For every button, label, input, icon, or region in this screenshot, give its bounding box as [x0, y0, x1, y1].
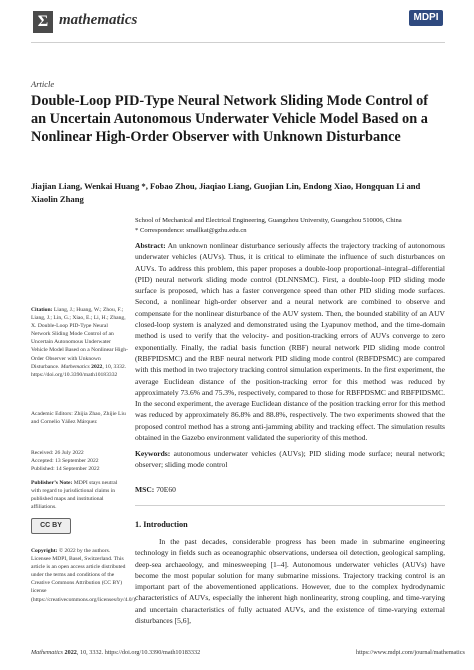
- citation-year: 2022: [91, 363, 103, 370]
- mdpi-logo[interactable]: MDPI: [409, 10, 443, 26]
- citation-text: Liang, J.; Huang, W.; Zhou, F.; Liang, J.; Lin, G.; Xiao, E.; Li, H.; Zhang, X. Double-Loop PID-Type Neural Network Sliding Mode Control of an Uncertain Autonomous Underwater Vehicle Model Based on a Nonlinear High-Order Observer with Unknown Disturbance.: [31, 307, 128, 370]
- article-type: Article: [31, 79, 55, 89]
- keywords-text: autonomous underwater vehicles (AUVs); PID sliding mode surface; neural network; observer; sliding mode control: [135, 449, 446, 470]
- abstract-text: An unknown nonlinear disturbance seriously affects the trajectory tracking of autonomous underwater vehicles (AUVs). Thus, it is critical to eliminate the influence of such disturbances on AUVs. To address this problem, this paper proposes a double-loop proportional–integral–differential (PID) neural network sliding mode control (DLNNSMC). First, a double-loop PID sliding mode surface is proposed, which has a faster convergence speed than other PID sliding mode surfaces. Second, a nonlinear high-order observer and a neural network are combined to observe and compensate for the nonlinear disturbance of the AUV system. Then, the bounded stability of an AUV closed-loop system is analyzed and demonstrated using the Lyapunov method, and the time-domain method is used to verify that the velocity- and position-tracking errors of AUVs converge to zero exponentially. Finally, the radial basis function (RBF) neural network PID sliding mode control (RBFPIDSMC) and the RBF neural network PID sliding mode control (RBFDPSMC) are compared with this method in two trajectory tracking control simulation experiments. In the first experiment, the average Euclidean distance of the position-tracking error for this method was reduced by approximately 73.6% and 75.3%, respectively, compared to those for RBFPDSMC and RBFPIDSMC. In the second experiment, the average Euclidean distance of the position tracking error for this method was reduced by approximately 86.8% and 88.8%, respectively. The two experiments showed that the proposed control method has a strong anti-jamming ability and tracking effect. The simulation results obtained in the Gazebo environment validated the superiority of this method.: [135, 241, 445, 443]
- keywords-label: Keywords:: [135, 449, 171, 458]
- footer-year: 2022: [64, 649, 77, 656]
- article-title: Double-Loop PID-Type Neural Network Sliding Mode Control of an Uncertain Autonomous Underwater Vehicle Model Based on a Nonlinear High-Order Observer with Unknown Disturbance: [31, 93, 429, 145]
- abstract-label: Abstract:: [135, 241, 166, 250]
- copyright-text: © 2022 by the authors. Licensee MDPI, Basel, Switzerland. This article is an open access article distributed under the terms and conditions of the Creative Commons Attribution (CC BY) license (https://creativecommons.org/licenses/by/4.0/).: [31, 548, 137, 603]
- editors-names: Zhijia Zhao, Zhijie Liu and Cornelio Yáñez Márquez: [31, 411, 126, 426]
- abstract: [135, 240, 445, 443]
- affiliations: [135, 216, 445, 235]
- section-divider: [135, 505, 445, 506]
- publisher-note-text: MDPI stays neutral with regard to jurisdictional claims in published maps and institutional affiliations.: [31, 480, 118, 511]
- publisher-note-label: Publisher’s Note:: [31, 480, 73, 486]
- intro-paragraph: In the past decades, considerable progress has been made in submarine engineering technology in fields such as oceanographic observations, undersea oil detection, geological sampling, deep-sea archaeology, and minesweeping [1–4]. Autonomous underwater vehicles (AUVs) have become the most popular solution for many submarine missions. Trajectory tracking control is an important part of the abovementioned applications. However, due to the complex hydrodynamic characteristics of AUVs, especially the inherent high nonlinearity, strong coupling, and time-varying and uncertain characteristics of fully actuated AUVs, and the existence of time-varying external disturbances [5,6],: [135, 537, 445, 626]
- journal-name[interactable]: mathematics: [59, 12, 138, 28]
- journal-link[interactable]: https://www.mdpi.com/journal/mathematics: [356, 649, 465, 656]
- editors-block: [31, 410, 128, 426]
- correspondence[interactable]: * Correspondence: smallkat@gzhu.edu.cn: [135, 226, 247, 234]
- accepted-date: Accepted: 13 September 2022: [31, 458, 99, 465]
- dates-block: [31, 449, 128, 473]
- editors-label: Academic Editors:: [31, 411, 73, 417]
- citation-journal: Mathematics: [60, 363, 90, 370]
- citation-doi[interactable]: , 10, 3332. https://doi.org/10.3390/math10183332: [31, 363, 127, 378]
- publisher-note: [31, 479, 128, 511]
- citation-label: Citation:: [31, 307, 53, 313]
- cc-license-icon[interactable]: CC BY: [31, 518, 71, 534]
- footer-url[interactable]: [356, 649, 465, 656]
- copyright-label: Copyright:: [31, 548, 58, 554]
- header-divider: [31, 42, 445, 43]
- affiliation: School of Mechanical and Electrical Engineering, Guangzhou University, Guangzhou 510006, China: [135, 217, 402, 224]
- author-list: Jiajian Liang, Wenkai Huang *, Fobao Zhou, Jiaqiao Liang, Guojian Lin, Endong Xiao, Hongquan Li and Xiaolin Zhang: [31, 181, 421, 204]
- section-heading: 1. Introduction: [135, 520, 188, 529]
- copyright-block: [31, 547, 137, 604]
- footer-journal: Mathematics: [31, 649, 63, 656]
- msc: [135, 484, 445, 495]
- journal-logo[interactable]: Σ: [33, 11, 53, 33]
- footer-doi[interactable]: , 10, 3332. https://doi.org/10.3390/math10183332: [76, 649, 201, 656]
- citation-block: [31, 306, 128, 379]
- published-date: Published: 14 September 2022: [31, 466, 100, 473]
- msc-text: 70E60: [156, 485, 176, 494]
- received-date: Received: 26 July 2022: [31, 450, 84, 456]
- msc-label: MSC:: [135, 485, 155, 494]
- footer-citation: [31, 649, 200, 656]
- keywords: [135, 448, 445, 471]
